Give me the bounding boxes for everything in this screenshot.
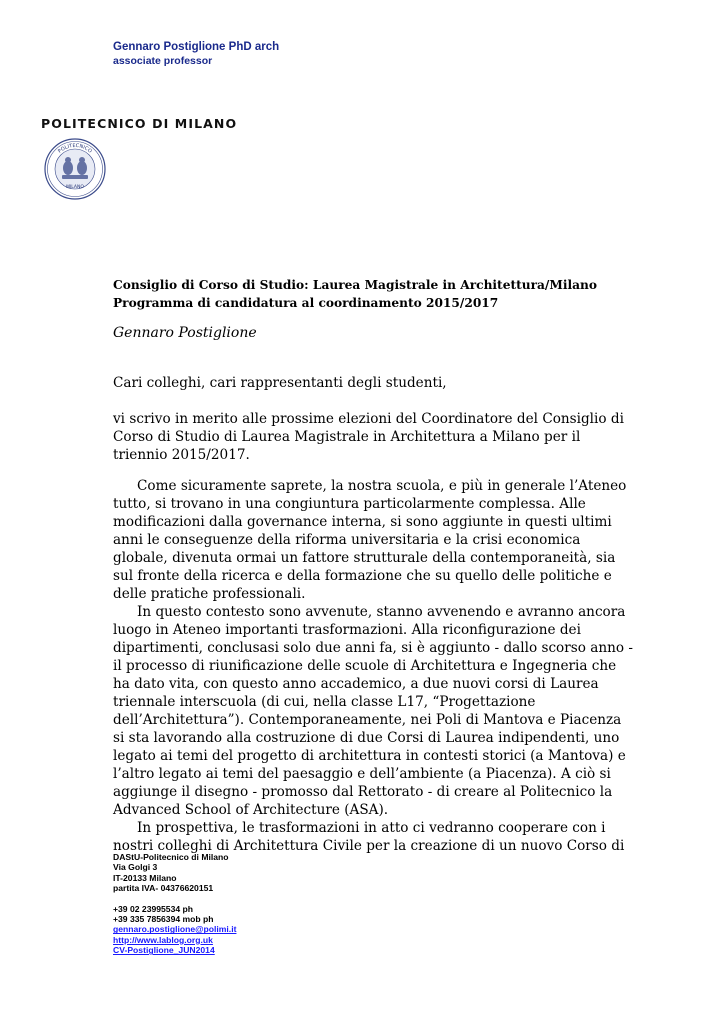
footer-cv-link[interactable]: CV-Postiglione_JUN2014 [113, 945, 215, 956]
main-body [113, 477, 633, 855]
title-line-1: Consiglio di Corso di Studio: Laurea Magistrale in Architettura/Milano [113, 278, 597, 292]
document-title [113, 276, 673, 312]
footer-vat: partita IVA- 04376620151 [113, 883, 214, 894]
author-name: Gennaro Postiglione [113, 325, 257, 341]
footer-city: IT-20133 Milano [113, 872, 177, 883]
institution-name: POLITECNICO DI MILANO [41, 116, 238, 131]
footer-phone: +39 02 23995534 ph [113, 903, 194, 914]
letterhead-role: associate professor [113, 55, 213, 67]
greeting [113, 374, 633, 392]
intro-text: vi scrivo in merito alle prossime elezioni del Coordinatore del Consiglio di Corso di Studio di Laurea Magistrale in Architettura a Milano per il triennio 2015/2017. [113, 411, 624, 463]
footer-contact [113, 852, 236, 956]
letterhead-name: Gennaro Postiglione PhD arch [113, 41, 280, 53]
intro-paragraph [113, 410, 633, 464]
paragraph-2: In questo contesto sono avvenute, stanno avvenendo e avranno ancora luogo in Ateneo importanti trasformazioni. Alla riconfigurazione dei dipartimenti, conclusasi solo due anni fa, si è aggiunto - dallo scorso anno - il processo di riunificazione delle scuole di Architettura e Ingegneria che ha dato vita, con questo anno accademico, a due nuovi corsi di Laurea triennale interscuola (di cui, nella classe L17, “Progettazione dell’Architettura”). Contemporaneamente, nei Poli di Mantova e Piacenza si sta lavorando alla costruzione di due Corsi di Laurea indipendenti, uno legato ai temi del progetto di architettura in contesti storici (a Mantova) e l’altro legato ai temi del paesaggio e dell’ambiente (a Piacenza). A ciò si aggiunge il disegno - promosso dal Rettorato - di creare al Politecnico la Advanced School of Architecture (ASA). [113, 604, 633, 818]
politecnico-seal-logo [44, 138, 106, 200]
footer-website-link[interactable]: http://www.lablog.org.uk [113, 934, 213, 945]
footer-mobile: +39 335 7856394 mob ph [113, 914, 214, 925]
svg-text:MILANO: MILANO [66, 185, 84, 190]
title-line-2: Programma di candidatura al coordinamento 2015/2017 [113, 296, 499, 310]
paragraph-1: Come sicuramente saprete, la nostra scuola, e più in generale l’Ateneo tutto, si trovano in una congiuntura particolarmente complessa. Alle modificazioni dalla governance interna, si sono aggiunte in questi ultimi anni le conseguenze della riforma universitaria e la crisi economica globale, divenuta ormai un fattore strutturale della contemporaneità, sia sul fronte della ricerca e della formazione che su quello delle politiche e delle pratiche professionali. [113, 478, 627, 602]
paragraph-3: In prospettiva, le trasformazioni in atto ci vedranno cooperare con i nostri colleghi di Architettura Civile per la creazione di un nuovo Corso di [113, 820, 625, 854]
footer-department: DAStU-Politecnico di Milano [113, 852, 229, 862]
greeting-text: Cari colleghi, cari rappresentanti degli studenti, [113, 375, 447, 391]
footer-email-link[interactable]: gennaro.postiglione@polimi.it [113, 924, 237, 935]
footer-street: Via Golgi 3 [113, 862, 158, 873]
svg-text:POLITECNICO: POLITECNICO [57, 142, 93, 155]
